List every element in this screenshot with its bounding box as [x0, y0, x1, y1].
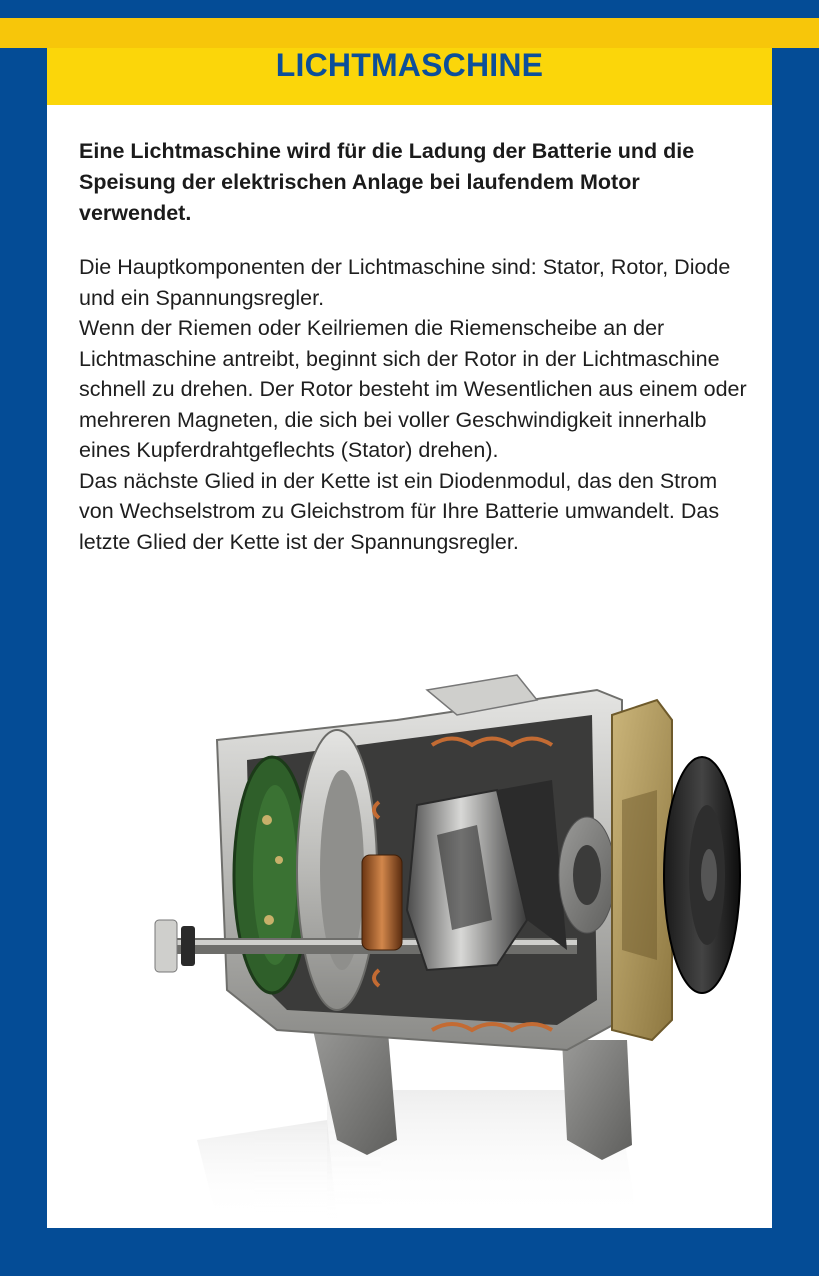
- info-card: [47, 48, 772, 1228]
- alternator-illustration: [97, 620, 747, 1228]
- mounting-foot-right: [562, 1040, 632, 1160]
- page-title: LICHTMASCHINE: [275, 48, 544, 83]
- slip-ring: [362, 855, 402, 950]
- body-paragraph: Die Hauptkomponenten der Lichtmaschine sind: Stator, Rotor, Diode und ein Spannungsregler.: [79, 255, 731, 310]
- body-paragraph: Wenn der Riemen oder Keilriemen die Riemenscheibe an der Lichtmaschine antreibt, beginnt sich der Rotor in der Lichtmaschine schnell zu drehen. Der Rotor besteht im Wesentlichen aus einem oder mehreren Magneten, die sich bei voller Geschwindigkeit innerhalb eines Kupferdrahtgeflechts (Stator) drehen).: [79, 316, 747, 462]
- body-text: [79, 252, 749, 557]
- body-paragraph: Das nächste Glied in der Kette ist ein Diodenmodul, das den Strom von Wechselstrom zu Gleichstrom für Ihre Batterie umwandelt. Das letzte Glied der Kette ist der Spannungsregler.: [79, 468, 720, 554]
- intro-lead: Eine Lichtmaschine wird für die Ladung der Batterie und die Speisung der elektrischen Anlage bei laufendem Motor verwendet.: [79, 139, 695, 225]
- top-yellow-strip: [0, 18, 819, 48]
- title-band: [47, 48, 772, 105]
- terminal-stud: [155, 920, 177, 972]
